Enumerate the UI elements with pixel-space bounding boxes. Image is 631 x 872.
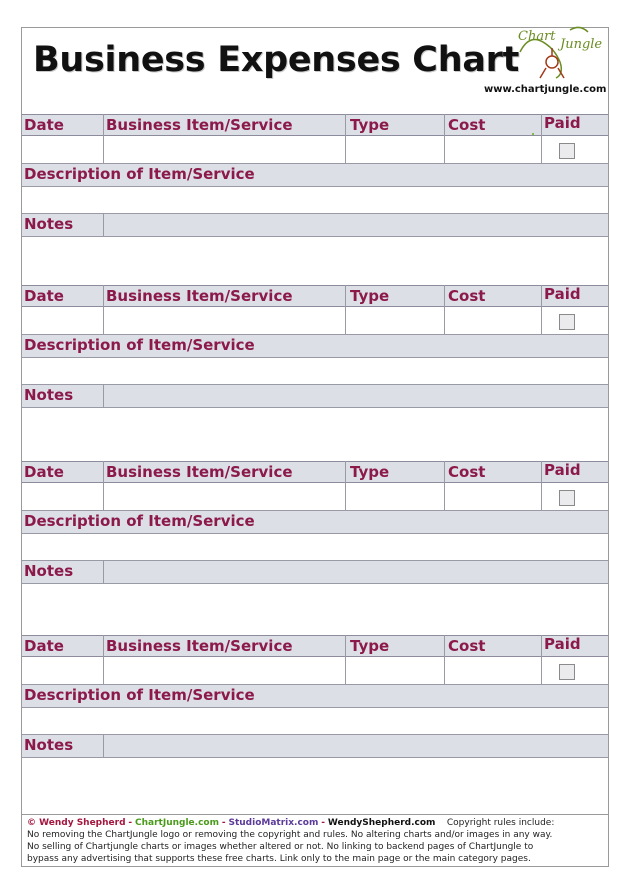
footer-copyright: © Wendy Shepherd [27,818,126,828]
notes-label-row [22,213,608,237]
col-paid: Paid [544,114,581,132]
col-item: Business Item/Service [106,116,293,134]
description-label-row [22,334,608,358]
notes-label: Notes [24,736,74,754]
col-date: Date [24,116,64,134]
logo-url: www.chartjungle.com [484,84,607,95]
notes-label-row [22,384,608,408]
svg-text:Jungle: Jungle [560,37,603,52]
column-header-row [22,635,608,657]
paid-checkbox[interactable] [559,314,575,330]
description-label: Description of Item/Service [24,512,255,530]
expense-sheet [21,27,609,867]
notes-label: Notes [24,386,74,404]
col-item: Business Item/Service [106,637,293,655]
copyright-footer: © Wendy Shepherd - ChartJungle.com - StudioMatrix.com - WendyShepherd.com Copyright rules include: No removing the ChartJungle logo or removing the copyright and rules. No altering charts and/or images in any way. No selling of Chartjungle charts or images whether altered or not. No linking to backend pages of ChartJungle to bypass any advertising that supports these free charts. Link only to the main page or the main category pages. [22,814,608,866]
footer-site-chartjungle[interactable]: ChartJungle.com [135,818,219,828]
col-date: Date [24,637,64,655]
footer-rule-line: bypass any advertising that supports these free charts. Link only to the main page or the main category pages. [27,854,531,864]
description-label: Description of Item/Service [24,686,255,704]
notes-label-row [22,734,608,758]
footer-site-wendyshepherd[interactable]: WendyShepherd.com [327,818,436,828]
paid-checkbox[interactable] [559,664,575,680]
paid-checkbox[interactable] [559,490,575,506]
col-paid: Paid [544,461,581,479]
description-label-row [22,163,608,187]
col-paid: Paid [544,635,581,653]
col-type: Type [350,287,390,305]
col-cost: Cost [448,287,486,305]
paid-checkbox[interactable] [559,143,575,159]
footer-rule-line: No removing the ChartJungle logo or removing the copyright and rules. No altering charts and/or images in any way. [27,830,553,840]
description-label-row [22,510,608,534]
page-title: Business Expenses Chart [33,40,520,80]
col-type: Type [350,637,390,655]
col-paid: Paid [544,285,581,303]
column-header-row [22,114,608,136]
col-date: Date [24,463,64,481]
chartjungle-logo [500,22,606,82]
description-label: Description of Item/Service [24,336,255,354]
col-cost: Cost [448,463,486,481]
description-label-row [22,684,608,708]
column-header-row [22,285,608,307]
col-cost: Cost [448,637,486,655]
footer-rules-intro: Copyright rules include: [446,818,555,828]
notes-label: Notes [24,562,74,580]
col-type: Type [350,116,390,134]
notes-label: Notes [24,215,74,233]
notes-label-row [22,560,608,584]
footer-rule-line: No selling of Chartjungle charts or images whether altered or not. No linking to backend pages of ChartJungle to [27,842,534,852]
col-item: Business Item/Service [106,463,293,481]
description-label: Description of Item/Service [24,165,255,183]
footer-site-studiomatrix[interactable]: StudioMatrix.com [228,818,319,828]
svg-text:Chart: Chart [518,29,556,44]
col-type: Type [350,463,390,481]
col-cost: Cost [448,116,486,134]
column-header-row [22,461,608,483]
col-date: Date [24,287,64,305]
col-item: Business Item/Service [106,287,293,305]
